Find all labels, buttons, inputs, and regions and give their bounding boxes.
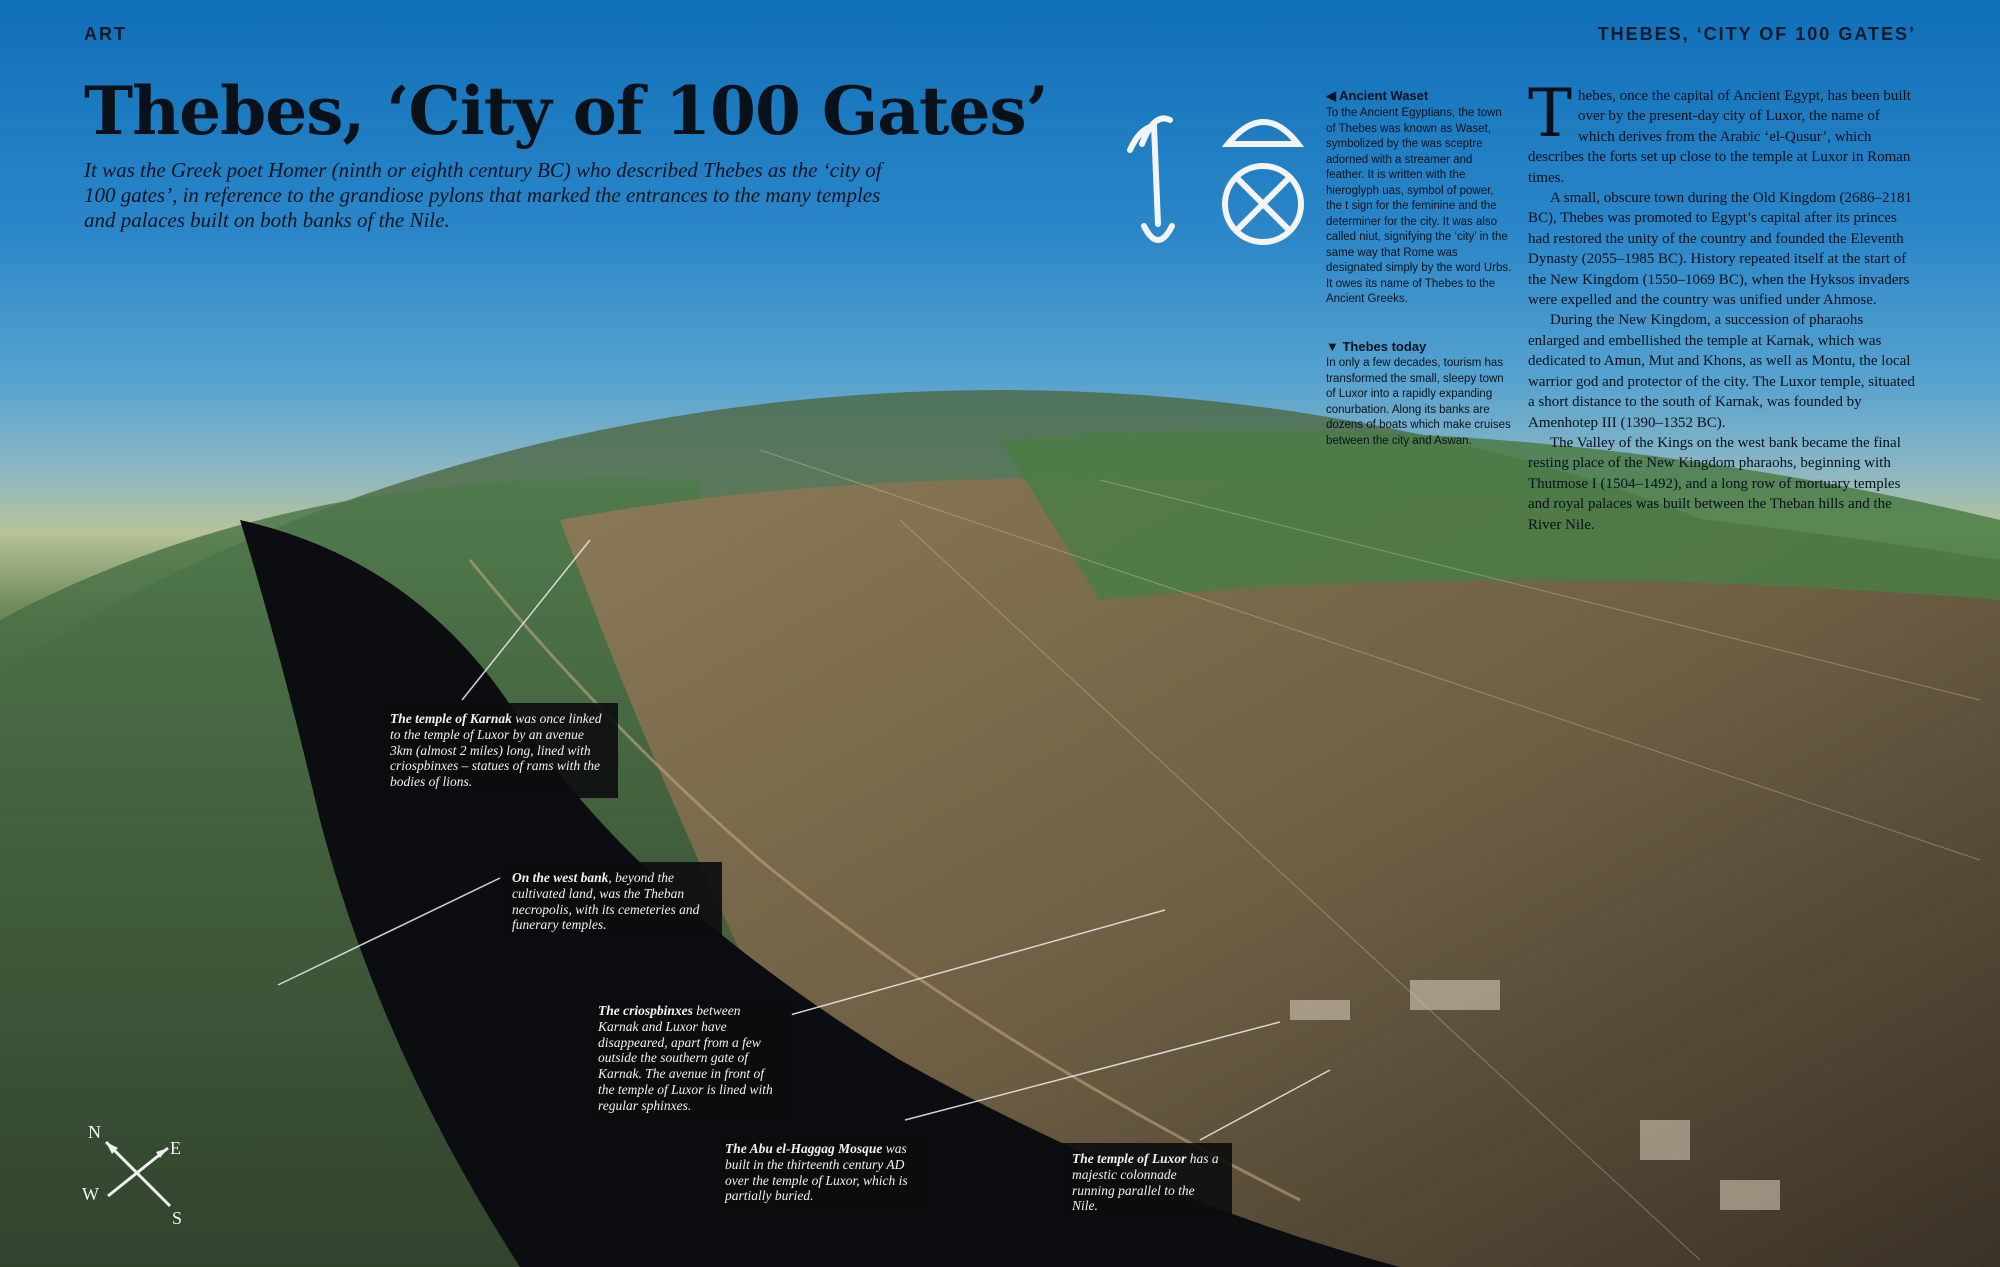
sidebar-text: To the Ancient Egyptians, the town of Thebes was known as Waset, symbolized by the was sceptre adorned with a streamer and feather. It is written with the hieroglyph uas, symbol of power, the t sign for the feminine and the determiner for the city. It was also called niut, signifying the ‘city’ in the same way that Rome was designated simply by the word Urbs. It owes its name of Thebes to the Ancient Greeks. (1326, 107, 1512, 305)
city-determinative-icon (1225, 166, 1301, 242)
body-paragraph: Thebes, once the capital of Ancient Egypt, has been built over by the present-day city of Luxor, the name of which derives from the Arabic ‘el-Qusur’, which describes the forts set up close to the temple at Luxor in Roman times. (1528, 75, 1911, 186)
main-body-text (1528, 75, 1918, 535)
sidebar-text: In only a few decades, tourism has transformed the small, sleepy town of Luxor into a rapidly expanding conurbation. Along its banks are dozens of boats which make cruises between the city and Aswan. (1326, 357, 1511, 447)
callout-criosphinxes: The criospbinxes between Karnak and Luxor have disappeared, apart from a few outside the southern gate of Karnak. The avenue in front of the temple of Luxor is lined with regular sphinxes. (588, 995, 792, 1122)
sidebar-ancient-waset (1326, 88, 1512, 308)
page-title: Thebes, ‘City of 100 Gates’ (84, 72, 1048, 150)
running-title: THEBES, ‘CITY OF 100 GATES’ (1597, 24, 1916, 44)
callout-luxor-temple: The temple of Luxor has a majestic colonnade running parallel to the Nile. (1062, 1143, 1232, 1222)
compass-south: S (172, 1208, 183, 1228)
sidebar-thebes-today (1326, 339, 1512, 449)
body-paragraph: During the New Kingdom, a succession of pharaohs enlarged and embellished the temple at Karnak, which was dedicated to Amun, Mut and Khons, as well as Montu, the local warrior god and protector of the city. The Luxor temple, situated a short distance to the south of Karnak, was founded by Amenhotep III (1390–1352 BC). (1528, 312, 1915, 431)
callout-karnak: The temple of Karnak was once linked to the temple of Luxor by an avenue 3km (almost 2 miles) long, lined with criospbinxes – statues of rams with the bodies of lions. (380, 703, 618, 798)
callout-west-bank: On the west bank, beyond the cultivated land, was the Theban necropolis, with its cemeteries and funerary temples. (502, 862, 722, 941)
body-paragraph: A small, obscure town during the Old Kingdom (2686–2181 BC), Thebes was promoted to Egypt’s capital after its princes had restored the unity of the country and founded the Eleventh Dynasty (2055–1985 BC). History repeated itself at the start of the New Kingdom (1550–1069 BC), when the Hyksos invaders were expelled and the country was unified under Ahmose. (1528, 190, 1913, 309)
body-paragraph: The Valley of the Kings on the west bank became the final resting place of the New Kingdom pharaohs, beginning with Thutmose I (1504–1492), and a long row of mortuary temples and royal palaces was built between the Theban hills and the River Nile. (1528, 434, 1901, 533)
sidebar-heading: ▼ Thebes today (1326, 339, 1427, 354)
waset-hieroglyphs (1118, 104, 1318, 254)
compass-east: E (170, 1138, 181, 1158)
intro-text: It was the Greek poet Homer (ninth or eighth century BC) who described Thebes as the ‘city of 100 gates’, in reference to the grandiose pylons that marked the entrances to the many temples and palaces built on both banks of the Nile. (84, 158, 882, 232)
was-sceptre-icon (1130, 118, 1172, 240)
section-label: ART (84, 24, 127, 44)
bread-loaf-icon (1228, 122, 1298, 144)
compass-north: N (88, 1122, 101, 1142)
callout-mosque: The Abu el-Haggag Mosque was built in the thirteenth century AD over the temple of Luxor, which is partially buried. (715, 1133, 930, 1212)
compass-rose-icon (78, 1118, 198, 1228)
sidebar-heading: ◀ Ancient Waset (1326, 88, 1429, 103)
drop-cap: T (1528, 75, 1573, 152)
compass-west: W (82, 1184, 99, 1204)
